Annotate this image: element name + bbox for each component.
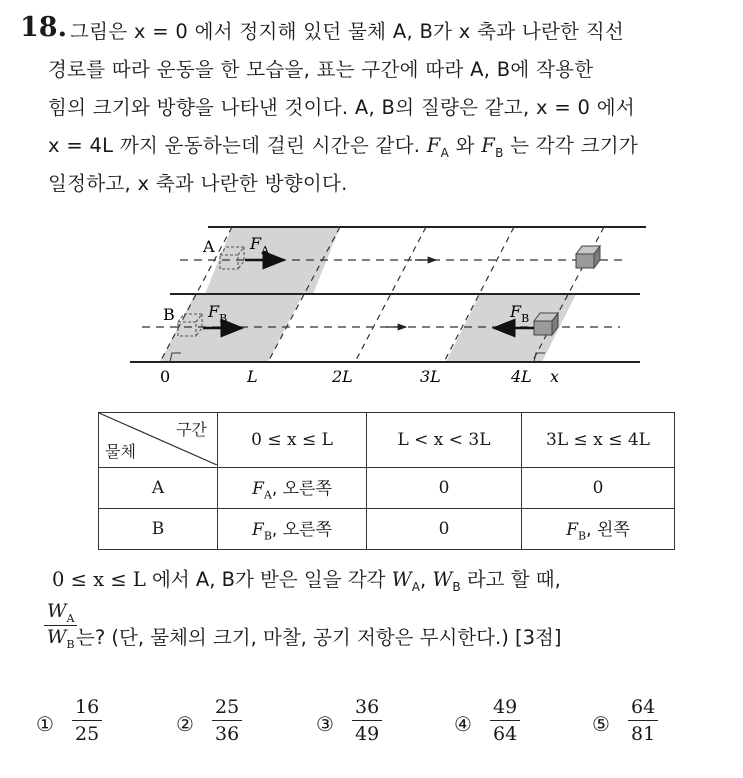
choice-4-mark: ④: [454, 712, 472, 736]
choice-3-mark: ③: [316, 712, 334, 736]
row-a-object: A: [99, 468, 218, 509]
choice-3-fraction: 36 49: [352, 694, 382, 747]
force-b-left-label: $F_B$: [510, 302, 530, 325]
work-a-sub: A: [411, 579, 420, 594]
force-b-right-label: $F_B$: [208, 302, 228, 325]
object-a-end: [576, 246, 600, 268]
condition-text-2: 라고 할 때,: [460, 568, 561, 591]
line4-sub-b: B: [495, 145, 504, 160]
ask-fraction-numerator: $W_A$: [47, 600, 75, 625]
ask-fraction-denominator: $W_B$: [46, 625, 75, 651]
motion-diagram: [0, 212, 743, 392]
question-number: 18.: [20, 12, 67, 43]
force-a-label: $F_A$: [250, 234, 270, 257]
choice-2-mark: ②: [176, 712, 194, 736]
line4-force-a: F: [426, 134, 441, 157]
question-line-1: 그림은 x = 0 에서 정지해 있던 물체 A, B가 x 축과 나란한 직선: [70, 20, 625, 43]
corner-label-object: 물체: [105, 442, 136, 461]
tick-0: 0: [160, 367, 171, 386]
work-b-sub: B: [452, 579, 461, 594]
condition-range: 0 ≤ x ≤ L: [52, 568, 146, 591]
label-b: B: [163, 305, 175, 324]
object-b-end: [534, 313, 558, 335]
row-b-cell-2: 0: [367, 509, 522, 550]
row-b-cell-3: $F_B$, 왼쪽: [522, 509, 675, 550]
condition-line: [52, 564, 561, 594]
line4-sub-a: A: [440, 145, 450, 160]
table-corner: [99, 413, 218, 468]
answer-choices: [36, 694, 716, 764]
tick-l: L: [247, 367, 258, 386]
tick-4l: 4L: [511, 367, 532, 386]
tick-2l: 2L: [332, 367, 353, 386]
line4-part-a: x = 4L 까지 운동하는데 걸린 시간은 같다.: [48, 134, 427, 157]
header-interval-2: L < x < 3L: [367, 413, 522, 468]
ask-fraction: [44, 600, 77, 651]
line4-part-b: 는 각각 크기가: [503, 134, 638, 157]
axis-x-label: x: [550, 367, 560, 386]
ask-text: 는? (단, 물체의 크기, 마찰, 공기 저항은 무시한다.) [3점]: [76, 626, 562, 649]
choice-1-mark: ①: [36, 712, 54, 736]
condition-comma: ,: [419, 568, 433, 591]
work-b-symbol: W: [432, 568, 453, 591]
question-line-3: 힘의 크기와 방향을 나타낸 것이다. A, B의 질량은 같고, x = 0 에서: [48, 96, 635, 119]
corner-label-interval: 구간: [176, 420, 207, 439]
row-a-cell-2: 0: [367, 468, 522, 509]
choice-2-fraction: 25 36: [212, 694, 242, 747]
choice-4-fraction: 49 64: [490, 694, 520, 747]
table-header-row: [99, 413, 675, 468]
header-interval-3: 3L ≤ x ≤ 4L: [522, 413, 675, 468]
force-table: [98, 412, 675, 550]
tick-3l: 3L: [420, 367, 441, 386]
row-b-cell-1: $F_B$, 오른쪽: [218, 509, 367, 550]
header-interval-1: 0 ≤ x ≤ L: [218, 413, 367, 468]
line4-force-b: F: [481, 134, 496, 157]
question-line-4: [48, 130, 638, 160]
label-a: A: [203, 237, 215, 256]
question-line-5: 일정하고, x 축과 나란한 방향이다.: [48, 172, 348, 195]
line4-and: 와: [449, 134, 482, 157]
row-a-cell-3: 0: [522, 468, 675, 509]
choice-5-fraction: 64 81: [628, 694, 658, 747]
choice-1-fraction: 16 25: [72, 694, 102, 747]
row-a-cell-1: $F_A$, 오른쪽: [218, 468, 367, 509]
row-b-object: B: [99, 509, 218, 550]
choice-5-mark: ⑤: [592, 712, 610, 736]
question-line-2: 경로를 따라 운동을 한 모습을, 표는 구간에 따라 A, B에 작용한: [48, 58, 594, 81]
table-row: [99, 509, 675, 550]
condition-text-1: 에서 A, B가 받은 일을 각각: [145, 568, 392, 591]
table-row: [99, 468, 675, 509]
work-a-symbol: W: [391, 568, 412, 591]
